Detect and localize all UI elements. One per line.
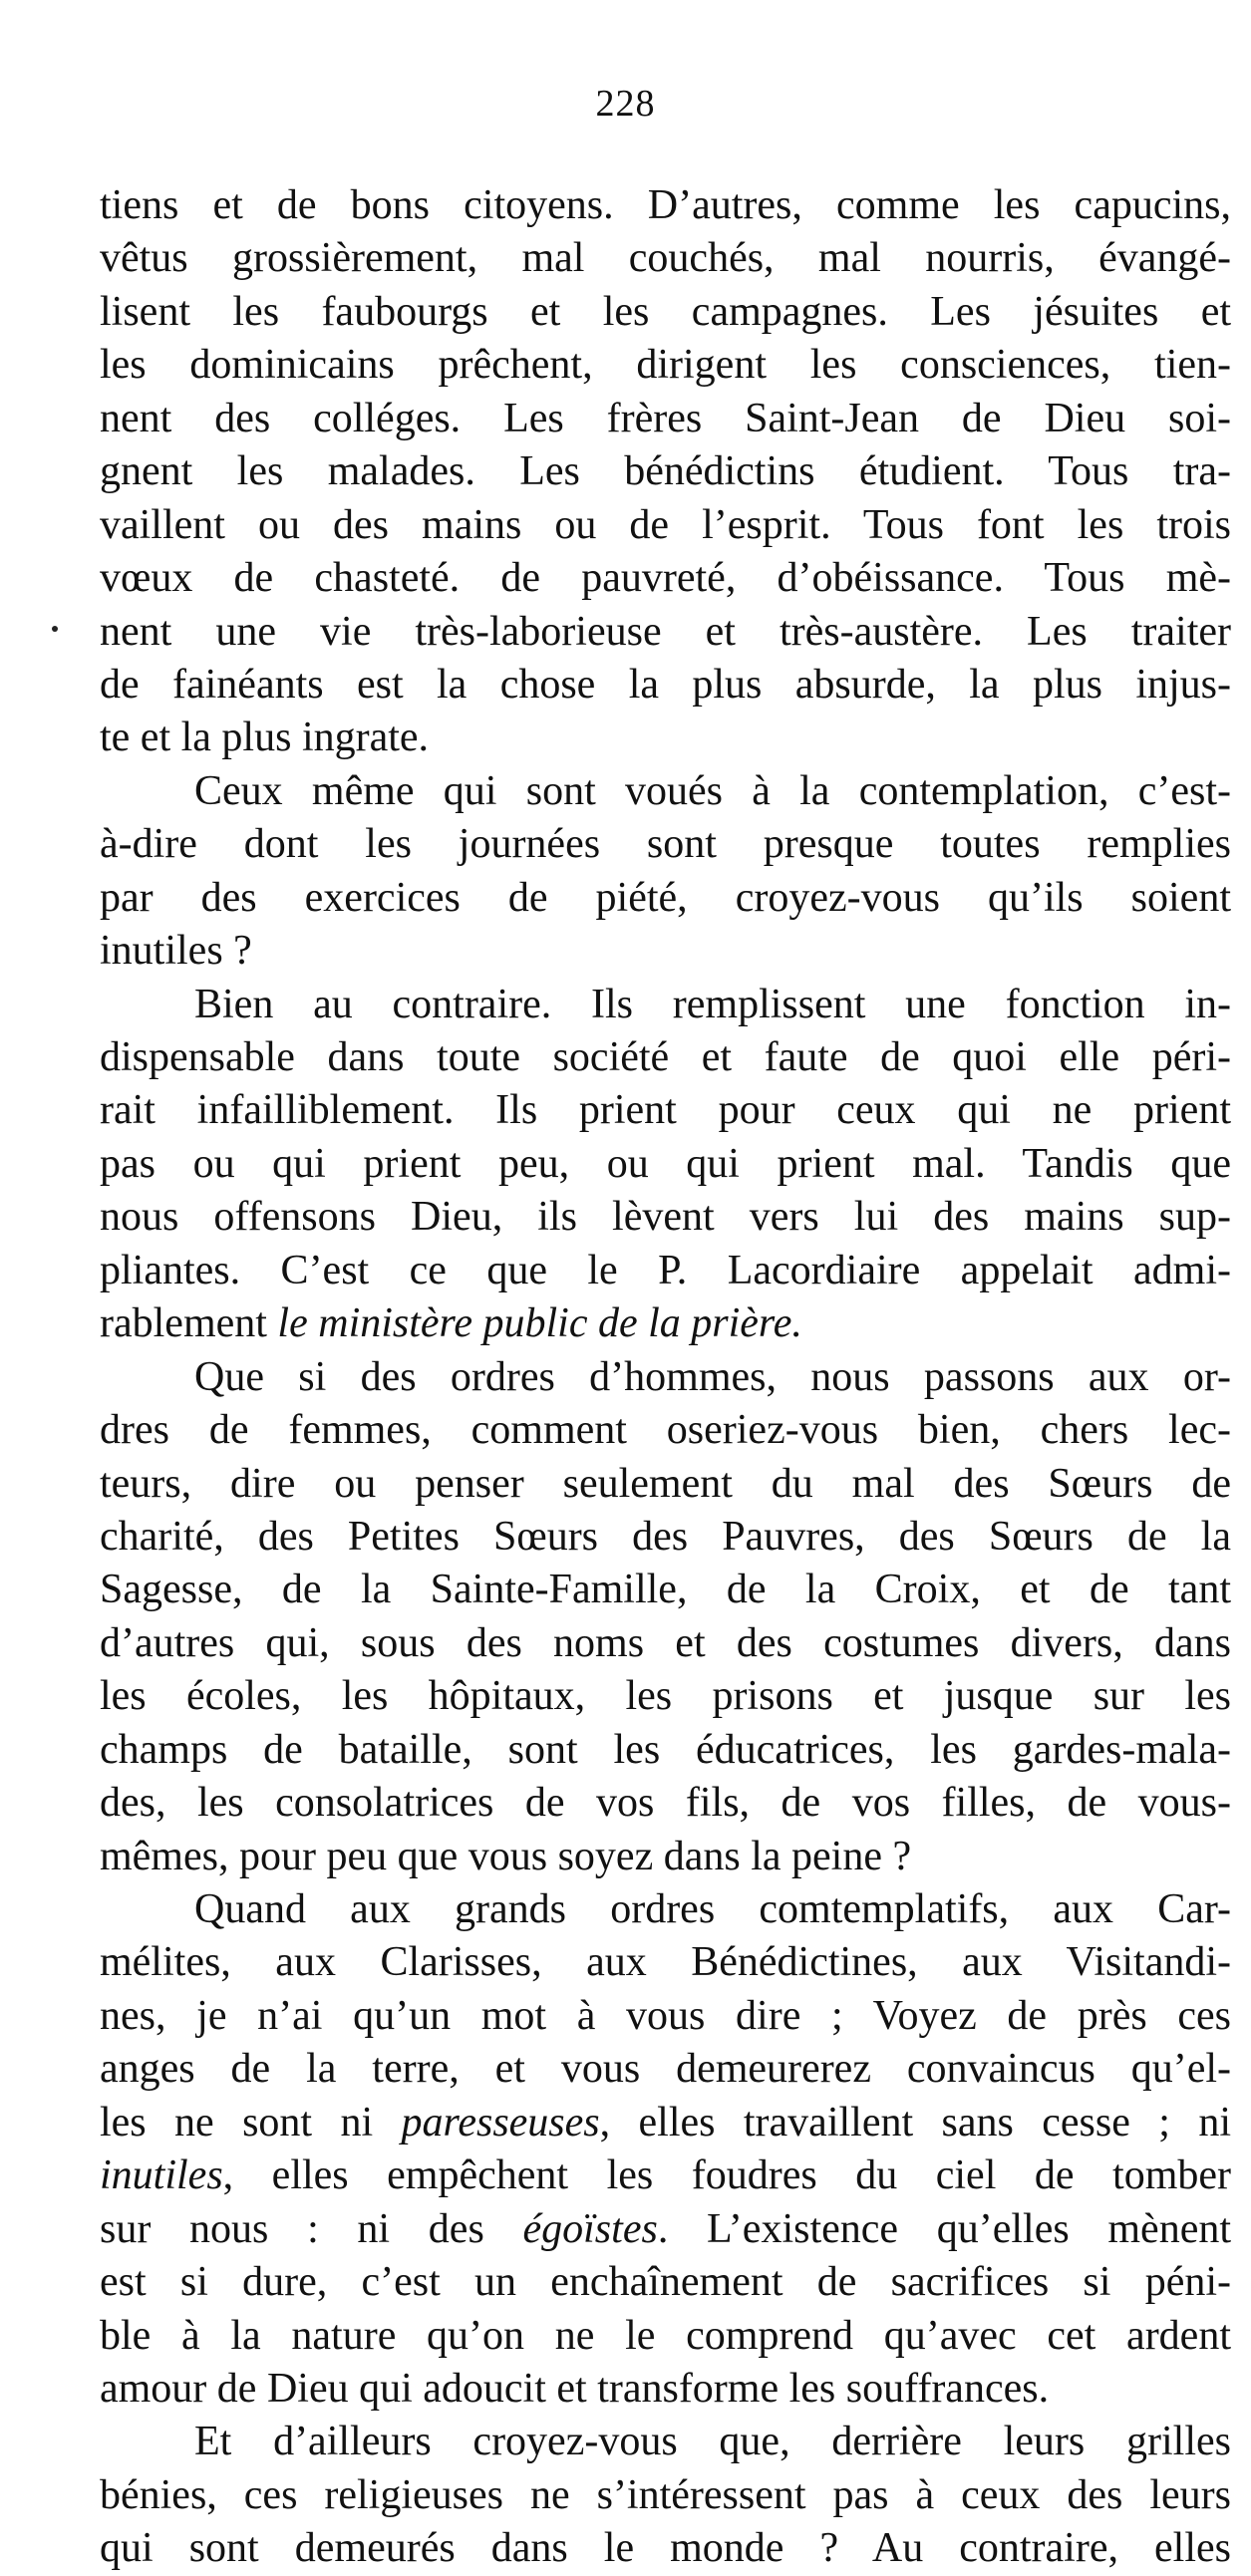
- text-line: [100, 1297, 1231, 1350]
- text-line: [100, 286, 1231, 339]
- text-line: [100, 1031, 1231, 1084]
- text-segment: Ceux même qui sont voués à la contemplation, c’est-: [194, 767, 1231, 814]
- text-line: [100, 232, 1231, 285]
- text-line: [100, 925, 1231, 978]
- text-segment: Que si des ordres d’hommes, nous passons aux or-: [194, 1353, 1231, 1400]
- text-segment: nent une vie très-laborieuse et très-austère. Les traiter: [100, 608, 1231, 655]
- text-line: [100, 979, 1231, 1031]
- text-segment: amour de Dieu qui adoucit et transforme les souffrances.: [100, 2365, 1050, 2412]
- text-segment: de fainéants est la chose la plus absurde, la plus injus-: [100, 661, 1231, 708]
- text-segment: les écoles, les hôpitaux, les prisons et jusque sur les: [100, 1673, 1231, 1720]
- text-segment: anges de la terre, et vous demeurerez convaincus qu’el-: [100, 2046, 1231, 2093]
- text-segment: rablement: [100, 1300, 278, 1347]
- text-segment: champs de bataille, sont les éducatrices, les gardes-mala-: [100, 1726, 1231, 1773]
- text-line: [100, 712, 1231, 764]
- text-line: [100, 552, 1231, 605]
- text-segment: . L’existence qu’elles mènent: [657, 2205, 1232, 2252]
- text-segment: mélites, aux Clarisses, aux Bénédictines, aux Visitandi-: [100, 1939, 1231, 1986]
- italic-text: le ministère public de la prière.: [277, 1300, 802, 1347]
- text-segment: bénies, ces religieuses ne s’intéressent pas à ceux des leurs: [100, 2471, 1231, 2518]
- text-segment: vêtus grossièrement, mal couchés, mal nourris, évangé-: [100, 235, 1231, 282]
- text-segment: vaillent ou des mains ou de l’esprit. Tous font les trois: [100, 501, 1231, 548]
- text-line: [100, 1351, 1231, 1404]
- text-segment: tiens et de bons citoyens. D’autres, comme les capucins,: [100, 182, 1231, 228]
- text-line: [100, 2522, 1231, 2575]
- text-segment: gnent les malades. Les bénédictins étudient. Tous tra-: [100, 448, 1231, 495]
- text-line: [100, 1511, 1231, 1564]
- text-segment: vœux de chasteté. de pauvreté, d’obéissance. Tous mè-: [100, 555, 1231, 602]
- text-line: [100, 1084, 1231, 1137]
- text-line: [100, 1138, 1231, 1191]
- text-line: [100, 1777, 1231, 1830]
- text-segment: des, les consolatrices de vos fils, de vos filles, de vous-: [100, 1780, 1231, 1827]
- text-line: [100, 179, 1231, 232]
- text-line: [100, 2043, 1231, 2096]
- text-segment: inutiles ?: [100, 928, 252, 975]
- text-segment: qui sont demeurés dans le monde ? Au contraire, elles: [100, 2525, 1231, 2572]
- margin-speck: [52, 626, 58, 632]
- text-segment: mêmes, pour peu que vous soyez dans la peine ?: [100, 1833, 912, 1879]
- text-line: [100, 2469, 1231, 2522]
- text-segment: Quand aux grands ordres comtemplatifs, aux Car-: [194, 1886, 1231, 1932]
- text-segment: rait infailliblement. Ils prient pour ceux qui ne prient: [100, 1087, 1231, 1134]
- text-line: [100, 339, 1231, 392]
- text-line: [100, 872, 1231, 925]
- text-segment: les ne sont ni: [100, 2099, 402, 2146]
- text-segment: Bien au contraire. Ils remplissent une fonction in-: [194, 981, 1231, 1027]
- text-line: [100, 1191, 1231, 1244]
- text-segment: nent des colléges. Les frères Saint-Jean de Dieu soi-: [100, 395, 1231, 441]
- text-segment: pas ou qui prient peu, ou qui prient mal. Tandis que: [100, 1140, 1231, 1187]
- text-segment: est si dure, c’est un enchaînement de sacrifices si péni-: [100, 2259, 1231, 2306]
- text-line: [100, 1936, 1231, 1989]
- text-line: [100, 2097, 1231, 2149]
- text-line: [100, 2310, 1231, 2363]
- text-line: [100, 1724, 1231, 1777]
- text-segment: les dominicains prêchent, dirigent les consciences, tien-: [100, 342, 1231, 389]
- text-segment: pliantes. C’est ce que le P. Lacordiaire appelait admi-: [100, 1247, 1231, 1293]
- text-segment: d’autres qui, sous des noms et des costumes divers, dans: [100, 1619, 1231, 1666]
- text-segment: charité, des Petites Sœurs des Pauvres, des Sœurs de la: [100, 1513, 1231, 1560]
- text-segment: dispensable dans toute société et faute de quoi elle péri-: [100, 1034, 1231, 1080]
- text-line: [100, 499, 1231, 552]
- text-line: [100, 659, 1231, 712]
- text-line: [100, 2256, 1231, 2309]
- italic-text: égoïstes: [522, 2205, 658, 2252]
- text-line: [100, 445, 1231, 498]
- text-segment: Et d’ailleurs croyez-vous que, derrière leurs grilles: [194, 2419, 1231, 2465]
- text-line: [100, 606, 1231, 659]
- text-line: [100, 393, 1231, 445]
- text-segment: sur nous : ni des: [100, 2205, 523, 2252]
- text-line: [100, 2203, 1231, 2256]
- text-line: [100, 1831, 1231, 1883]
- text-segment: ble à la nature qu’on ne le comprend qu’avec cet ardent: [100, 2312, 1231, 2359]
- text-segment: , elles travaillent sans cesse ; ni: [599, 2099, 1231, 2146]
- italic-text: inutiles: [100, 2152, 223, 2199]
- text-line: [100, 1404, 1231, 1457]
- text-line: [100, 1617, 1231, 1670]
- text-segment: lisent les faubourgs et les campagnes. Les jésuites et: [100, 288, 1231, 335]
- text-line: [100, 818, 1231, 871]
- text-segment: à-dire dont les journées sont presque toutes remplies: [100, 821, 1231, 868]
- text-segment: dres de femmes, comment oseriez-vous bien, chers lec-: [100, 1407, 1231, 1454]
- text-line: [100, 2416, 1231, 2468]
- text-line: [100, 1245, 1231, 1297]
- text-line: [100, 765, 1231, 818]
- text-line: [100, 1883, 1231, 1936]
- text-segment: te et la plus ingrate.: [100, 715, 430, 761]
- text-line: [100, 1670, 1231, 1723]
- body-text: [100, 179, 1231, 2576]
- text-line: [100, 2363, 1231, 2416]
- text-line: [100, 1564, 1231, 1616]
- text-segment: nous offensons Dieu, ils lèvent vers lui des mains sup-: [100, 1194, 1231, 1241]
- text-line: [100, 1990, 1231, 2043]
- text-line: [100, 2149, 1231, 2202]
- text-segment: nes, je n’ai qu’un mot à vous dire ; Voyez de près ces: [100, 1992, 1231, 2039]
- text-segment: Sagesse, de la Sainte-Famille, de la Croix, et de tant: [100, 1567, 1231, 1613]
- text-segment: par des exercices de piété, croyez-vous qu’ils soient: [100, 874, 1231, 921]
- text-segment: teurs, dire ou penser seulement du mal des Sœurs de: [100, 1460, 1231, 1507]
- text-line: [100, 1458, 1231, 1511]
- text-segment: , elles empêchent les foudres du ciel de tomber: [222, 2152, 1231, 2199]
- italic-text: paresseuses: [401, 2099, 600, 2146]
- page-number: 228: [595, 83, 656, 125]
